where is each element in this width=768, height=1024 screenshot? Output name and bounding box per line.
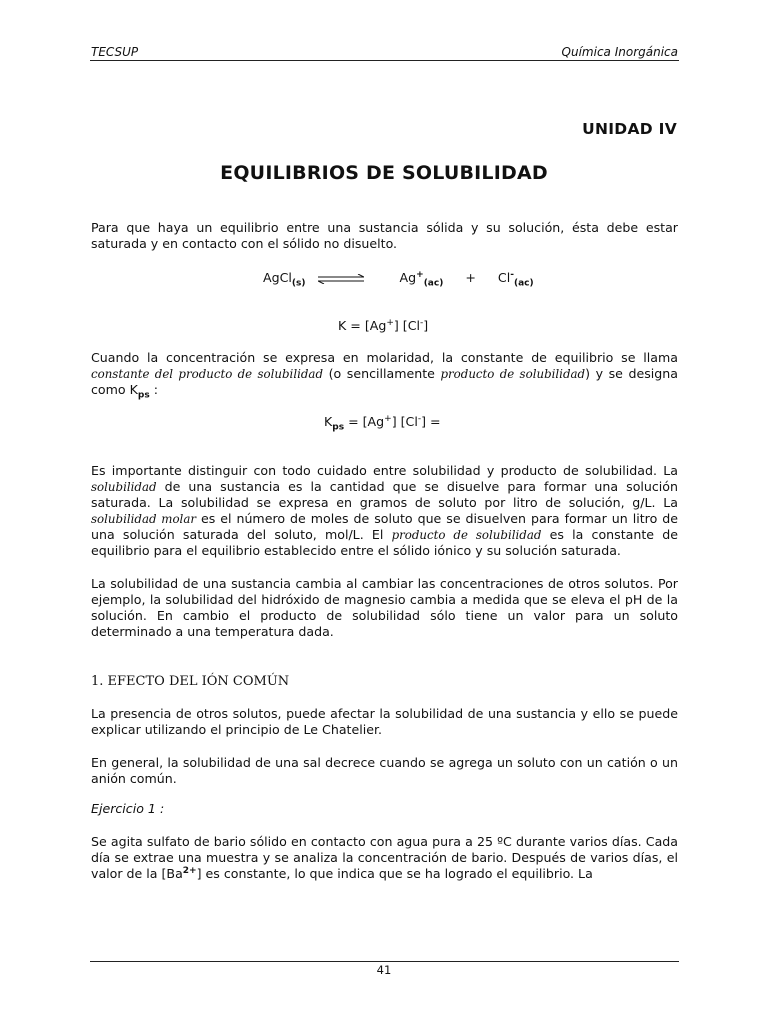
section-heading: 1. EFECTO DEL IÓN COMÚN [91,674,290,689]
k-expression-mid: ] [Cl [393,318,421,333]
general-paragraph: En general, la solubilidad de una sal decrece cuando se agrega un soluto con un catión o un anión común. [91,755,678,786]
k-cation-charge: + [386,317,394,328]
intro-paragraph: Para que haya un equilibrio entre una sustancia sólida y su solución, ésta debe estar saturada y en contacto con el sólido no disuelto. [91,220,678,251]
kps-expression [324,413,441,433]
k-anion-charge: - [420,317,424,328]
eq-reactant-state: (s) [291,278,306,289]
distinguish-paragraph [91,463,678,559]
kps-text-1: Cuando la concentración se expresa en molaridad, la constante de equilibrio se llama [91,350,678,365]
kps-term-2: producto de solubilidad [440,367,586,381]
kps-subscript: ps [137,390,150,401]
exercise-text-1: Se agita sulfato de bario sólido en contacto con agua pura a 25 ºC durante varios días. Cada día se extrae una muestra y se analiza la concentración de bario. Después de varios días, el valor de la [Ba [91,834,678,881]
exercise-charge: 2+ [182,865,197,876]
kps-text-3: ) y se designa como K [91,366,678,397]
kps-k-subscript: ps [332,422,345,433]
page-title: EQUILIBRIOS DE SOLUBILIDAD [220,162,548,184]
distinguish-term-1: solubilidad [91,480,157,494]
eq-anion: Cl [497,270,511,285]
distinguish-term-2: solubilidad molar [91,512,196,526]
k-expression-text: K = [Ag [338,318,387,333]
kps-paragraph [91,350,678,401]
eq-plus: + [465,270,476,285]
page-number: 41 [376,963,392,977]
exercise-paragraph [91,834,678,882]
kps-k: K [324,414,333,429]
header-rule [90,60,679,61]
distinguish-term-3: producto de solubilidad [391,528,542,542]
equilibrium-arrow-icon [318,274,364,284]
kps-text-2: (o sencillamente [323,366,441,381]
eq-reactant: AgCl [263,270,292,285]
eq-cation: Ag [399,270,417,285]
presence-paragraph: La presencia de otros solutos, puede afectar la solubilidad de una sustancia y ello se puede explicar utilizando el principio de Le Chatelier. [91,706,678,737]
distinguish-text-4: es la constante de equilibrio para el equilibrio establecido entre el sólido iónico y su solución saturada. [91,527,678,558]
exercise-label: Ejercicio 1 : [91,801,165,816]
kps-term-1: constante del producto de solubilidad [91,367,324,381]
header-course: Química Inorgánica [561,45,678,59]
eq-anion-charge: - [510,269,514,280]
unit-heading: UNIDAD IV [582,120,677,138]
equilibrium-equation [263,269,534,289]
distinguish-text-1: Es importante distinguir con todo cuidado entre solubilidad y producto de solubilidad. La [91,463,678,478]
eq-cation-state: (ac) [423,278,444,289]
kps-expression-1: = [Ag [344,414,385,429]
kps-expression-2: ] [Cl [391,414,418,429]
k-expression [338,318,428,334]
distinguish-text-2: de una sustancia es la cantidad que se disuelve para formar una solución saturada. La solubilidad se expresa en gramos de soluto por litro de solución, g/L. La [91,479,678,510]
exercise-text-2: ] es constante, lo que indica que se ha logrado el equilibrio. La [196,866,593,881]
distinguish-text-3: es el número de moles de soluto que se disuelven para formar un litro de una solución saturada del soluto, mol/L. El [91,511,678,542]
eq-anion-state: (ac) [513,278,534,289]
kps-expression-3: ] = [421,414,441,429]
header-org: TECSUP [91,45,139,59]
kps-anion-charge: - [417,413,422,424]
k-expression-end: ] [423,318,429,333]
kps-cation-charge: + [384,413,392,424]
eq-cation-charge: + [416,269,424,280]
kps-text-4: : [149,382,158,397]
change-paragraph: La solubilidad de una sustancia cambia al cambiar las concentraciones de otros solutos. Por ejemplo, la solubilidad del hidróxido de magnesio cambia a medida que se eleva el pH de la solución. En cambio el producto de solubilidad sólo tiene un valor para un soluto determinado a una temperatura dada. [91,576,678,639]
